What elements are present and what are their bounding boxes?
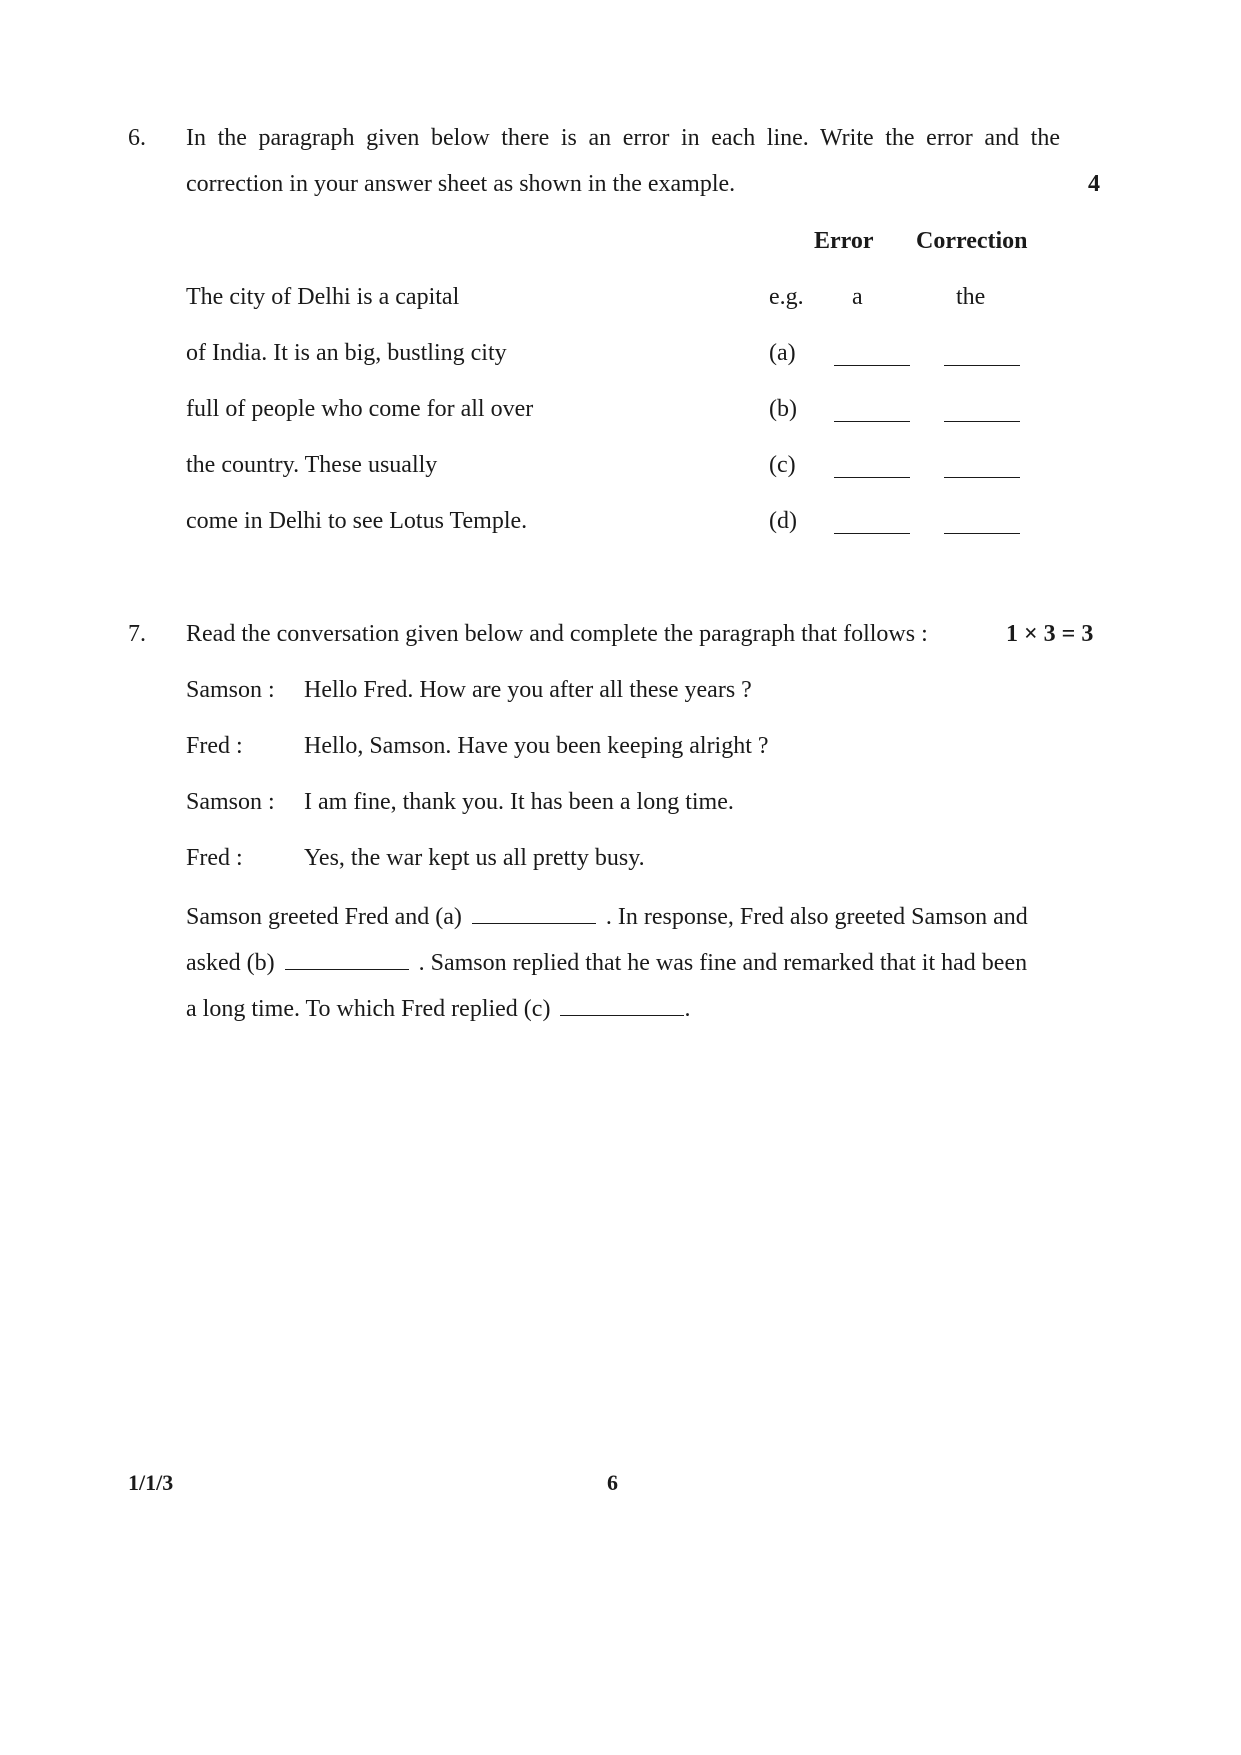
q7-para-text: Samson greeted Fred and (a) [186,904,462,930]
q6-correction-blank[interactable] [944,341,1020,366]
q6-instruction-line1: In the paragraph given below there is an error in each line. Write the error and the [186,125,1060,151]
footer-code: 1/1/3 [128,1470,174,1495]
q7-speaker: Fred : [186,845,243,871]
q7-number: 7. [128,621,146,647]
q6-row-text: The city of Delhi is a capital [186,284,460,310]
q6-col-correction: Correction [916,228,1028,254]
q6-correction-blank[interactable] [944,453,1020,478]
q7-blank-c[interactable] [560,995,684,1016]
q7-speaker: Samson : [186,789,275,815]
q7-para-text: . In response, Fred also greeted Samson and [605,904,1028,930]
q7-para-text: a long time. To which Fred replied (c) [186,996,551,1022]
page-number: 6 [607,1470,618,1495]
q6-error-blank[interactable] [834,453,910,478]
q7-para-text: asked (b) [186,950,275,976]
q7-dialogue-line: Yes, the war kept us all pretty busy. [304,845,645,871]
q7-dialogue-line: Hello, Samson. Have you been keeping alright ? [304,733,769,759]
q7-speaker: Fred : [186,733,243,759]
q6-row-label: (d) [769,508,797,534]
q6-row-label: (a) [769,340,796,366]
q6-row-label: (b) [769,396,797,422]
q6-correction-blank[interactable] [944,397,1020,422]
q7-dialogue-line: Hello Fred. How are you after all these years ? [304,677,752,703]
q7-para-text: . [684,996,691,1022]
q6-correction-blank[interactable] [944,509,1020,534]
q7-speaker: Samson : [186,677,275,703]
q7-paragraph-line1 [186,903,1028,929]
q7-instruction: Read the conversation given below and complete the paragraph that follows : [186,621,928,647]
q6-number: 6. [128,125,146,151]
q6-row-label: e.g. [769,284,804,310]
q6-row-text: of India. It is an big, bustling city [186,340,507,366]
q7-paragraph-line3 [186,995,690,1021]
q6-instruction-line2: correction in your answer sheet as shown in the example. [186,171,736,197]
q6-row-correction: the [956,284,986,310]
q6-row-text: the country. These usually [186,452,438,478]
q6-marks: 4 [1088,171,1100,197]
q6-row-error: a [852,284,863,310]
q6-col-error: Error [814,228,874,254]
q7-marks: 1 × 3 = 3 [1006,621,1094,647]
q6-error-blank[interactable] [834,341,910,366]
q6-error-blank[interactable] [834,509,910,534]
q7-blank-a[interactable] [472,903,596,924]
q7-paragraph-line2 [186,949,1027,975]
q7-dialogue-line: I am fine, thank you. It has been a long time. [304,789,734,815]
q6-row-text: come in Delhi to see Lotus Temple. [186,508,528,534]
q7-blank-b[interactable] [285,949,409,970]
q6-error-blank[interactable] [834,397,910,422]
q7-para-text: . Samson replied that he was fine and remarked that it had been [418,950,1028,976]
q6-row-label: (c) [769,452,796,478]
q6-row-text: full of people who come for all over [186,396,534,422]
